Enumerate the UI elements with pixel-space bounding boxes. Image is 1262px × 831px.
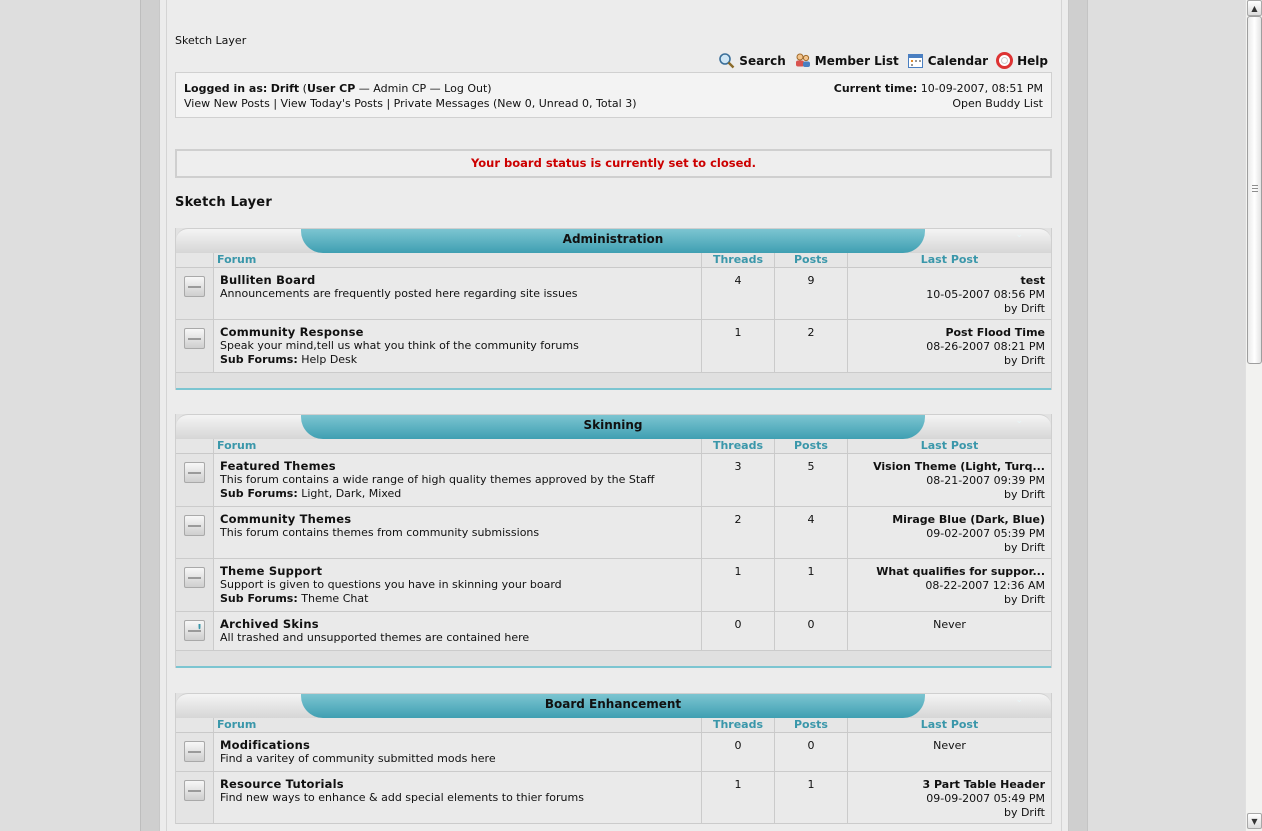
forum-row: [176, 733, 1051, 772]
post-count: 1: [775, 772, 848, 823]
collapse-icon[interactable]: ⌄: [1015, 416, 1023, 426]
scroll-up-button[interactable]: ▲: [1247, 0, 1262, 16]
category-title: Administration: [301, 229, 925, 253]
category-header: [176, 228, 1051, 253]
scroll-down-button[interactable]: ▼: [1247, 813, 1262, 829]
column-headers: [176, 253, 1051, 268]
forum-status-icon: [184, 515, 205, 536]
admin-cp-link[interactable]: Admin CP: [373, 82, 427, 95]
menu-member-list[interactable]: Member List: [794, 52, 899, 69]
view-new-posts-link[interactable]: View New Posts: [184, 97, 270, 110]
forum-description: Find a varitey of community submitted mods here: [220, 752, 496, 765]
thread-count: 0: [702, 612, 775, 650]
forum-description: This forum contains themes from community submissions: [220, 526, 540, 539]
scroll-thumb[interactable]: [1247, 16, 1262, 364]
last-post-date: 09-02-2007 05:39 PM: [926, 527, 1045, 540]
category-footer: [176, 373, 1051, 390]
col-threads: Threads: [702, 253, 775, 267]
thread-count: 4: [702, 268, 775, 319]
forum-row: [176, 612, 1051, 651]
column-headers: [176, 439, 1051, 454]
category-board-enhancement: [175, 693, 1052, 824]
post-count: 1: [775, 559, 848, 611]
private-messages-link[interactable]: Private Messages: [393, 97, 490, 110]
menu-help[interactable]: Help: [996, 52, 1048, 69]
members-icon: [794, 52, 811, 69]
buddy-list-link[interactable]: Open Buddy List: [952, 97, 1043, 110]
sub-forum-links[interactable]: Help Desk: [301, 353, 358, 366]
col-forum: Forum: [214, 253, 702, 267]
col-forum: Forum: [214, 718, 702, 732]
category-header: [176, 693, 1051, 718]
forum-status-icon: [184, 328, 205, 349]
col-forum: Forum: [214, 439, 702, 453]
page-margin-left: [0, 0, 140, 831]
last-post-author[interactable]: by Drift: [1003, 488, 1045, 501]
forum-description: This forum contains a wide range of high quality themes approved by the Staff: [220, 473, 655, 486]
last-post-author[interactable]: by Drift: [1003, 806, 1045, 819]
current-time: 10-09-2007, 08:51 PM: [920, 82, 1043, 95]
username-link[interactable]: Drift: [270, 82, 300, 95]
post-count: 0: [775, 612, 848, 650]
col-threads: Threads: [702, 718, 775, 732]
last-post-title-link[interactable]: Vision Theme (Light, Turq...: [873, 460, 1045, 473]
forum-row: [176, 268, 1051, 320]
sub-forums: Sub Forums: Theme Chat: [220, 592, 369, 605]
last-post-author[interactable]: by Drift: [1003, 593, 1045, 606]
site-title: Sketch Layer: [175, 34, 247, 47]
user-cp-link[interactable]: User CP: [306, 82, 356, 95]
help-icon: [996, 52, 1013, 69]
sub-forums: Sub Forums: Help Desk: [220, 353, 358, 366]
menu-search[interactable]: Search: [718, 52, 785, 69]
post-count: 9: [775, 268, 848, 319]
forum-status-icon: [184, 276, 205, 297]
last-post-title-link[interactable]: Mirage Blue (Dark, Blue): [892, 513, 1045, 526]
forum-row: [176, 772, 1051, 824]
forum-description: All trashed and unsupported themes are contained here: [220, 631, 530, 644]
col-last-post: Last Post: [920, 253, 979, 266]
post-count: 2: [775, 320, 848, 372]
col-last-post: Last Post: [920, 439, 979, 452]
menu-calendar[interactable]: Calendar: [907, 52, 988, 69]
last-post-never: Never: [933, 739, 966, 752]
thread-count: 1: [702, 320, 775, 372]
last-post-date: 08-26-2007 08:21 PM: [926, 340, 1045, 353]
forum-status-icon: [184, 741, 205, 762]
last-post: [848, 559, 1051, 611]
forum-title-link[interactable]: Community Themes: [220, 512, 352, 526]
col-last-post: Last Post: [920, 718, 979, 731]
forum-status-icon: [184, 567, 205, 588]
last-post-title-link[interactable]: Post Flood Time: [945, 326, 1045, 339]
last-post: [848, 320, 1051, 372]
forum-description: Announcements are frequently posted here regarding site issues: [220, 287, 578, 300]
last-post: [848, 454, 1051, 506]
forum-title-link[interactable]: Theme Support: [220, 564, 323, 578]
last-post-date: 10-05-2007 08:56 PM: [926, 288, 1045, 301]
col-posts: Posts: [775, 253, 848, 267]
board-name: Sketch Layer: [175, 195, 272, 210]
forum-status-icon: [184, 780, 205, 801]
thread-count: 2: [702, 507, 775, 558]
post-count: 5: [775, 454, 848, 506]
thread-count: 1: [702, 559, 775, 611]
last-post: [848, 268, 1051, 319]
vertical-scrollbar[interactable]: [1245, 0, 1262, 831]
forum-title-link[interactable]: Modifications: [220, 738, 311, 752]
view-todays-posts-link[interactable]: View Today's Posts: [280, 97, 383, 110]
last-post-title-link[interactable]: What qualifies for suppor...: [876, 565, 1045, 578]
forum-description: Support is given to questions you have in skinning your board: [220, 578, 562, 591]
category-administration: [175, 228, 1052, 390]
thread-count: 1: [702, 772, 775, 823]
post-count: 0: [775, 733, 848, 771]
forum-description: Speak your mind,tell us what you think of the community forums: [220, 339, 579, 352]
pm-counts: (New 0, Unread 0, Total 3): [489, 97, 637, 110]
last-post-author[interactable]: by Drift: [1003, 541, 1045, 554]
forum-row: [176, 559, 1051, 612]
thread-count: 0: [702, 733, 775, 771]
col-threads: Threads: [702, 439, 775, 453]
forum-title-link[interactable]: Archived Skins: [220, 617, 319, 631]
sub-forum-links[interactable]: Theme Chat: [301, 592, 369, 605]
col-posts: Posts: [775, 718, 848, 732]
col-posts: Posts: [775, 439, 848, 453]
last-post-author[interactable]: by Drift: [1003, 354, 1045, 367]
category-title: Board Enhancement: [301, 694, 925, 718]
calendar-icon: [907, 52, 924, 69]
forum-title-link[interactable]: Featured Themes: [220, 459, 336, 473]
last-post-title-link[interactable]: 3 Part Table Header: [922, 778, 1045, 791]
user-bar: Logged in as: Drift (User CP — Admin CP — Log Out) View New Posts | View Today's Posts | Private Messages (New 0, Unread 0, Total 3) Current time: 10-09-2007, 08:51 PM Open Buddy List: [175, 72, 1052, 118]
category-skinning: [175, 414, 1052, 668]
last-post-date: 08-21-2007 09:39 PM: [926, 474, 1045, 487]
top-menu: [718, 52, 1048, 69]
post-count: 4: [775, 507, 848, 558]
last-post-date: 09-09-2007 05:49 PM: [926, 792, 1045, 805]
last-post-author[interactable]: by Drift: [1003, 302, 1045, 315]
page-margin-right: [1087, 0, 1245, 831]
forum-description: Find new ways to enhance & add special elements to thier forums: [220, 791, 584, 804]
collapse-icon[interactable]: ⌄: [1015, 230, 1023, 240]
board-status-notice: Your board status is currently set to closed.: [175, 149, 1052, 178]
last-post-title-link[interactable]: test: [1020, 274, 1045, 287]
forum-row: [176, 454, 1051, 507]
last-post: [848, 772, 1051, 823]
forum-status-icon: [184, 462, 205, 483]
last-post: [848, 507, 1051, 558]
forum-row: [176, 320, 1051, 373]
forum-title-link[interactable]: Resource Tutorials: [220, 777, 344, 791]
forum-title-link[interactable]: Bulliten Board: [220, 273, 316, 287]
last-post-never: Never: [933, 618, 966, 631]
last-post-date: 08-22-2007 12:36 AM: [925, 579, 1045, 592]
logout-link[interactable]: Log Out: [444, 82, 488, 95]
forum-title-link[interactable]: Community Response: [220, 325, 364, 339]
search-icon: [718, 52, 735, 69]
forum-locked-icon: [184, 620, 205, 641]
category-footer: [176, 651, 1051, 668]
collapse-icon[interactable]: ⌄: [1015, 695, 1023, 705]
category-header: [176, 414, 1051, 439]
sub-forums: Sub Forums: Light, Dark, Mixed: [220, 487, 402, 500]
sub-forum-links[interactable]: Light, Dark, Mixed: [301, 487, 402, 500]
forum-row: [176, 507, 1051, 559]
thread-count: 3: [702, 454, 775, 506]
column-headers: [176, 718, 1051, 733]
category-title: Skinning: [301, 415, 925, 439]
